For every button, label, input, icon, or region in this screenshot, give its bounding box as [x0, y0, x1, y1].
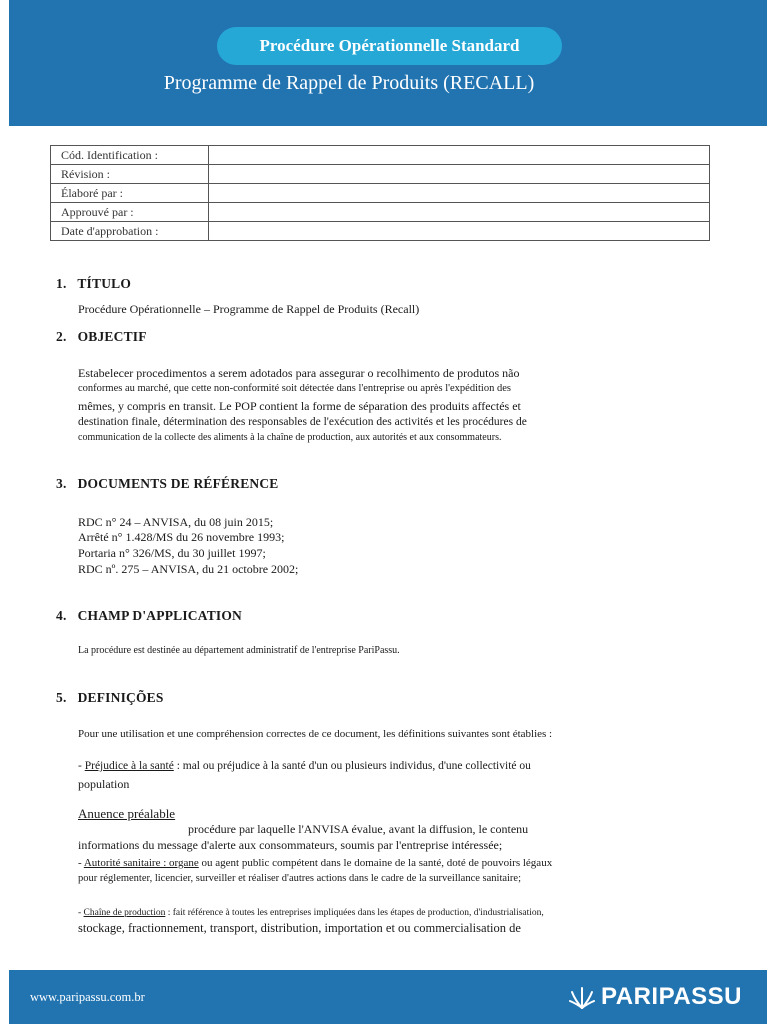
definition-continuation: population [78, 777, 130, 791]
section-body-champ: La procédure est destinée au département administratif de l'entreprise PariPassu. [78, 645, 400, 656]
table-cell-label: Cód. Identification : [51, 146, 209, 165]
doc-type-pill: Procédure Opérationnelle Standard [217, 27, 562, 65]
paripassu-logo [569, 983, 742, 1011]
definition-item: - Préjudice à la santé : mal ou préjudice à la santé d'un ou plusieurs individus, d'une collectivité ou [78, 760, 531, 772]
section-number: 2. [56, 329, 67, 344]
paragraph-line: conformes au marché, que cette non-conformité soit détectée dans l'entreprise ou après l'expédition des [78, 383, 511, 394]
table-row [51, 165, 710, 184]
section-title: TÍTULO [77, 276, 132, 291]
table-row [51, 146, 710, 165]
definition-term: Préjudice à la santé [84, 760, 174, 772]
section-title: DOCUMENTS DE RÉFÉRENCE [77, 476, 279, 491]
table-cell-label: Date d'approbation : [51, 222, 209, 241]
table-cell-value [209, 165, 710, 184]
reference-item: Arrêté n° 1.428/MS du 26 novembre 1993; [78, 530, 285, 544]
section-number: 1. [56, 276, 67, 291]
definitions-intro: Pour une utilisation et une compréhension correctes de ce document, les définitions suivantes sont établies : [78, 728, 553, 740]
header-banner [9, 0, 767, 126]
table-row [51, 203, 710, 222]
paragraph-line: mêmes, y compris en transit. Le POP contient la forme de séparation des produits affectés et [78, 399, 521, 413]
footer-banner [9, 970, 767, 1024]
definition-term: Anuence préalable [78, 806, 176, 821]
reference-item: RDC nº. 275 – ANVISA, du 21 octobre 2002; [78, 562, 299, 576]
definition-text: : mal ou préjudice à la santé d'un ou plusieurs individus, d'une collectivité ou [173, 760, 531, 772]
reference-item: Portaria n° 326/MS, du 30 juillet 1997; [78, 546, 266, 560]
definition-continuation: informations du message d'alerte aux consommateurs, soumis par l'entreprise intéressée; [78, 838, 503, 852]
paragraph-line: destination finale, détermination des responsables de l'exécution des activités et les procédures de [78, 416, 527, 428]
paripassu-leaf-icon [569, 984, 595, 1010]
definition-text: : fait référence à toutes les entreprises impliquées dans les étapes de production, d'industrialisation, [165, 908, 544, 918]
section-heading-documents [56, 476, 279, 492]
footer-url[interactable]: www.paripassu.com.br [30, 990, 145, 1004]
definition-text: ou agent public compétent dans le domaine de la santé, doté de pouvoirs légaux [198, 857, 553, 869]
identification-table [50, 145, 710, 241]
section-number: 4. [56, 608, 67, 623]
definition-text: procédure par laquelle l'ANVISA évalue, avant la diffusion, le contenu [188, 822, 529, 836]
section-title: DEFINIÇÕES [77, 690, 164, 705]
section-heading-definicoes [56, 690, 164, 706]
definition-item: - Chaîne de production : fait référence à toutes les entreprises impliquées dans les étapes de production, d'industrialisation, [78, 908, 544, 918]
paragraph-line: Estabelecer procedimentos a serem adotados para assegurar o recolhimento de produtos não [78, 366, 520, 380]
reference-item: RDC n° 24 – ANVISA, du 08 juin 2015; [78, 515, 274, 529]
section-title: CHAMP D'APPLICATION [77, 608, 243, 623]
table-row [51, 184, 710, 203]
doc-title: Programme de Rappel de Produits (RECALL) [163, 72, 535, 94]
section-body-titulo: Procédure Opérationnelle – Programme de Rappel de Produits (Recall) [78, 302, 420, 316]
paragraph-line: communication de la collecte des aliments à la chaîne de production, aux autorités et aux consommateurs. [78, 432, 502, 443]
section-heading-objectif [56, 329, 147, 345]
table-cell-value [209, 184, 710, 203]
definition-continuation: pour réglementer, licencier, surveiller et réaliser d'autres actions dans le cadre de la surveillance sanitaire; [78, 873, 522, 884]
section-number: 3. [56, 476, 67, 491]
table-cell-value [209, 146, 710, 165]
section-number: 5. [56, 690, 67, 705]
section-title: OBJECTIF [77, 329, 147, 344]
section-heading-champ [56, 608, 242, 624]
table-row [51, 222, 710, 241]
logo-wordmark: PARIPASSU [601, 983, 742, 1010]
definition-item: - Autorité sanitaire : organe ou agent public compétent dans le domaine de la santé, doté de pouvoirs légaux [78, 857, 553, 869]
table-cell-label: Élaboré par : [51, 184, 209, 203]
section-heading-titulo [56, 276, 131, 292]
definition-continuation: stockage, fractionnement, transport, distribution, importation et ou commercialisation de [78, 921, 521, 935]
table-cell-value [209, 222, 710, 241]
definition-term: Autorité sanitaire : organe [83, 857, 199, 869]
table-cell-value [209, 203, 710, 222]
definition-term: Chaîne de production [83, 908, 166, 918]
table-cell-label: Révision : [51, 165, 209, 184]
table-cell-label: Approuvé par : [51, 203, 209, 222]
definition-term-large [78, 806, 638, 822]
